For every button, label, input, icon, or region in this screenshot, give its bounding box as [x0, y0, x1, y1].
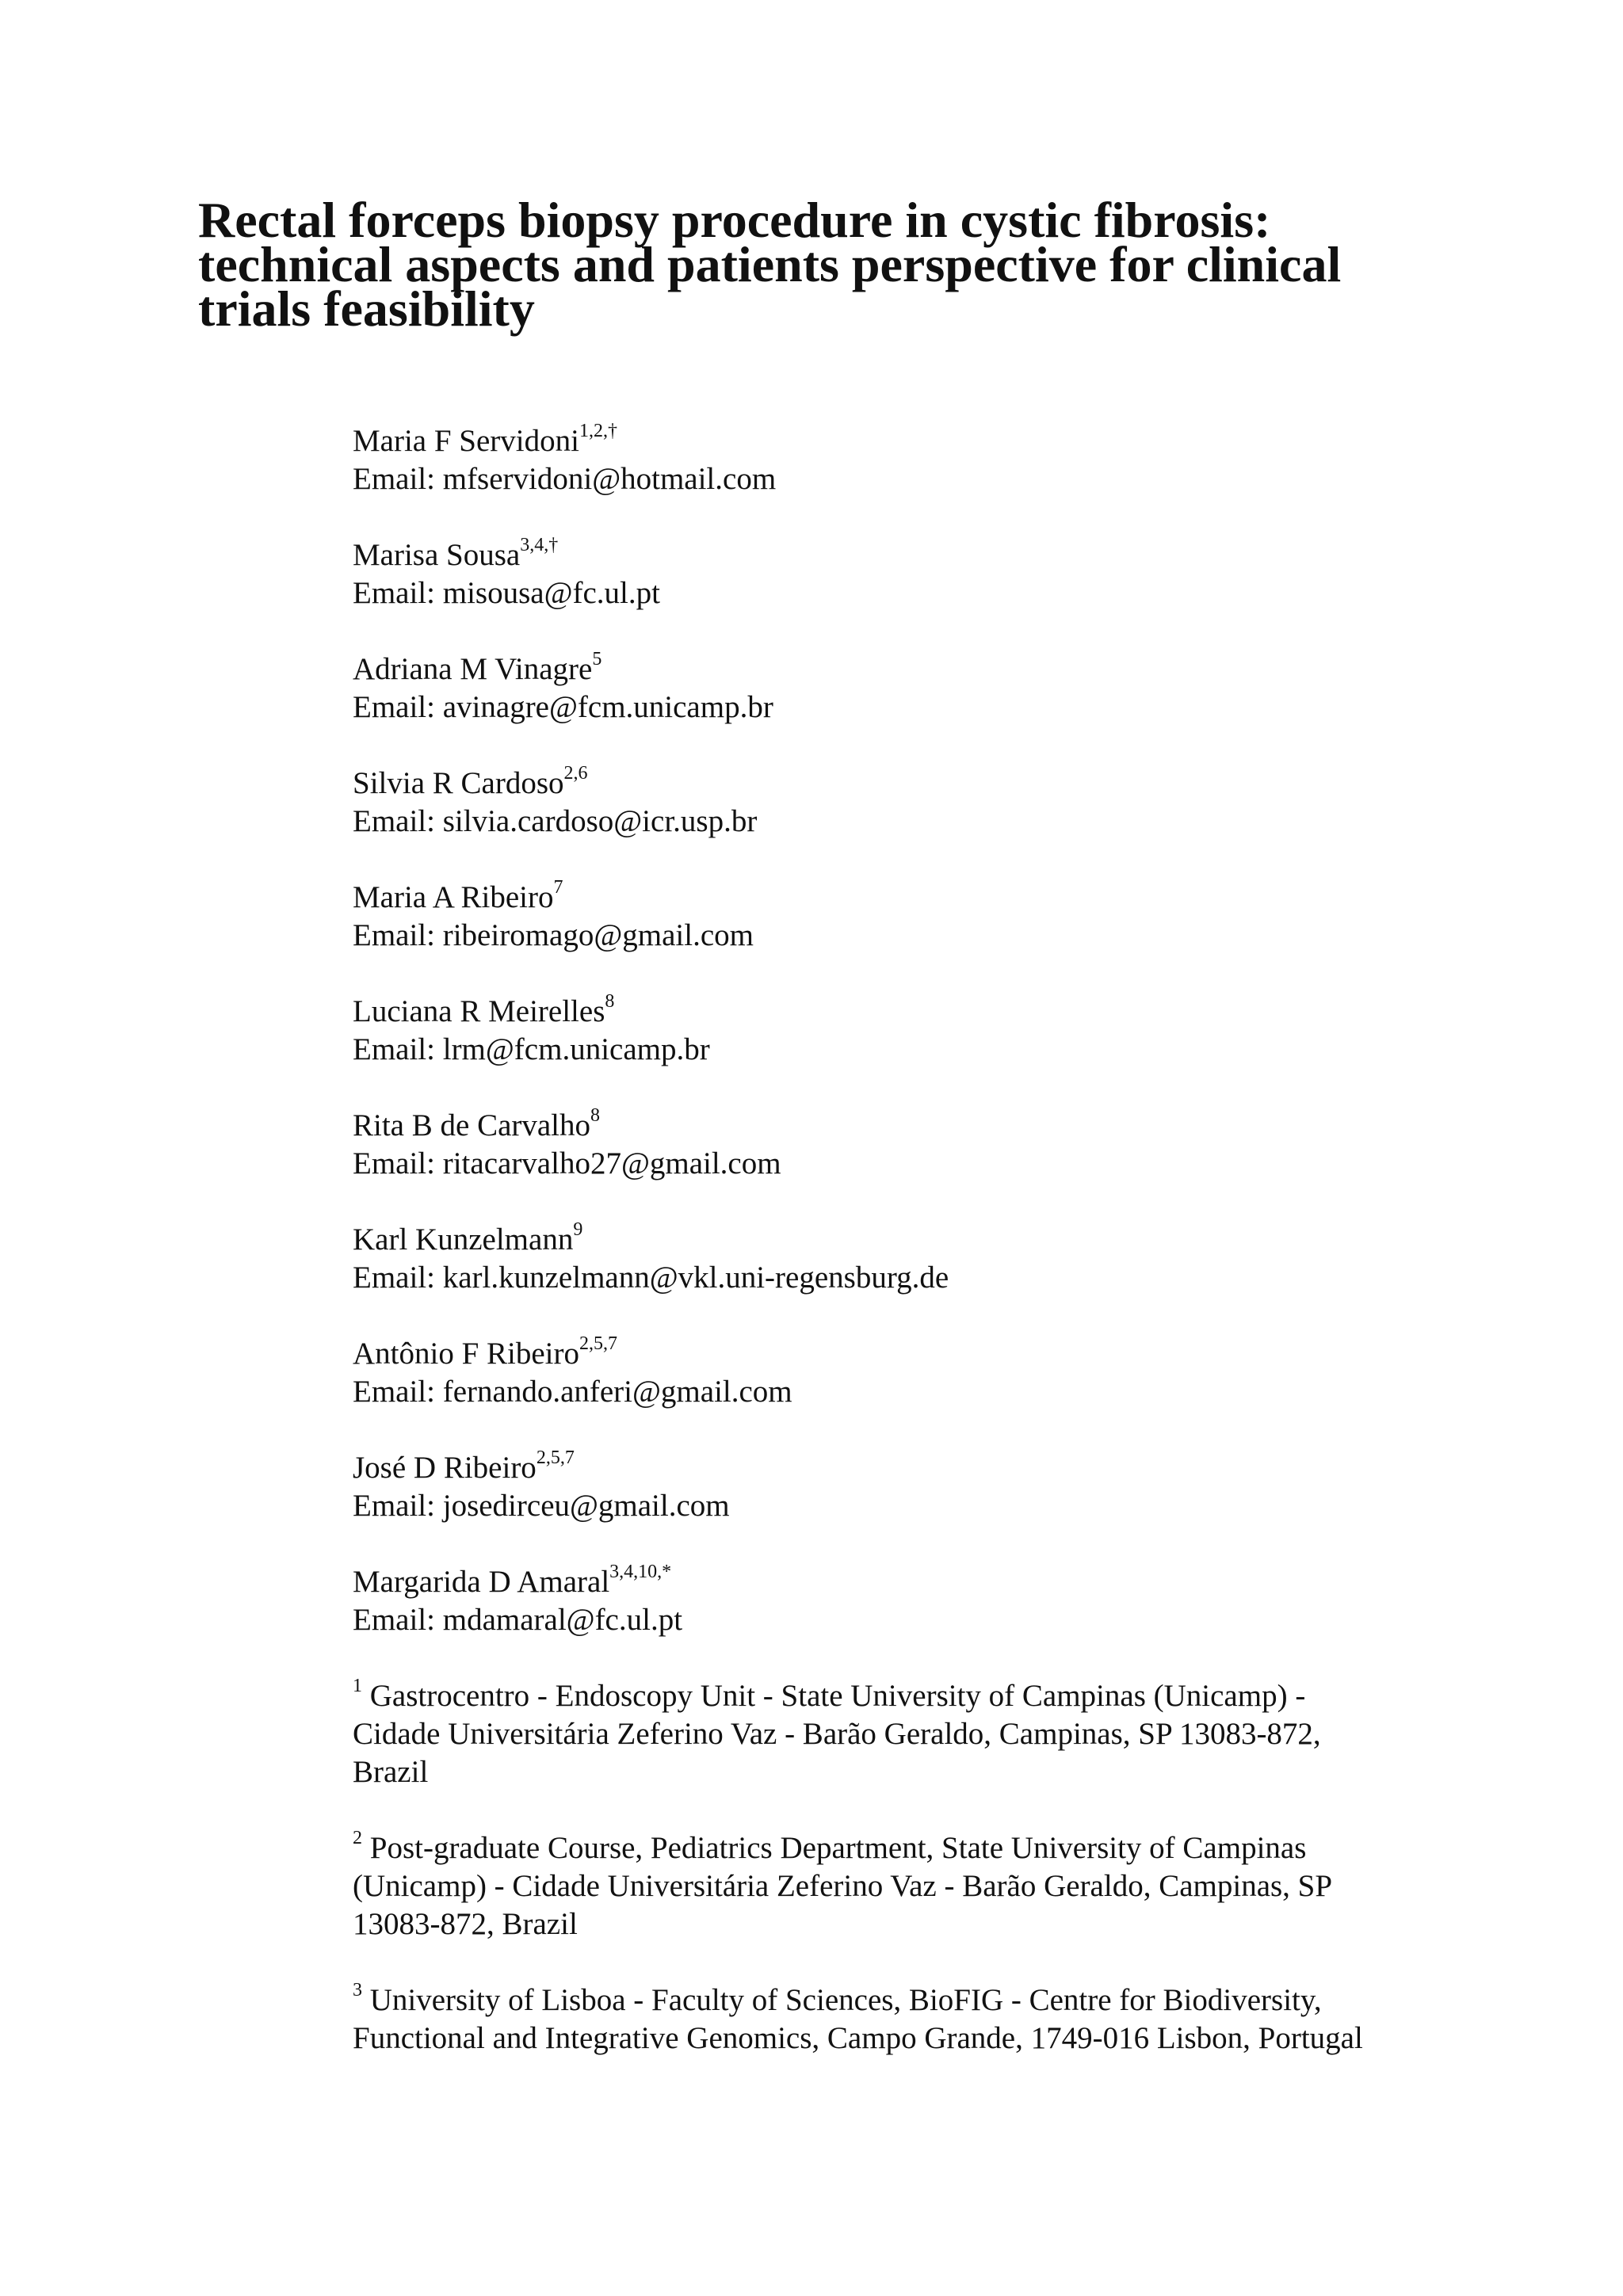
email-label: Email:: [353, 1146, 443, 1180]
affiliation-text: (Unicamp) - Cidade Universitária Zeferino Vaz - Barão Geraldo, Campinas, SP: [353, 1869, 1333, 1903]
author-name: Karl Kunzelmann: [353, 1222, 574, 1257]
affiliation-text: Post-graduate Course, Pediatrics Department, State University of Campinas: [362, 1831, 1307, 1865]
affiliation-text: Gastrocentro - Endoscopy Unit - State University of Campinas (Unicamp) -: [362, 1679, 1306, 1713]
author-entry: [353, 1221, 1541, 1297]
title-line: technical aspects and patients perspective for clinical: [198, 236, 1342, 292]
front-matter: [353, 422, 1541, 2096]
author-affiliation-refs: 5: [592, 649, 602, 669]
email-label: Email:: [353, 576, 443, 610]
author-entry: [353, 1335, 1541, 1411]
affiliation-number: 2: [353, 1828, 362, 1848]
affiliation-entry: [353, 1677, 1541, 1791]
author-email: fernando.anferi@gmail.com: [442, 1375, 792, 1409]
author-entry: [353, 1563, 1541, 1639]
author-entry: [353, 879, 1541, 955]
author-name: Margarida D Amaral: [353, 1565, 610, 1599]
author-name: Maria F Servidoni: [353, 424, 579, 458]
author-name: Adriana M Vinagre: [353, 652, 593, 686]
author-email: karl.kunzelmann@vkl.uni-regensburg.de: [442, 1261, 949, 1295]
author-entry: [353, 1449, 1541, 1525]
author-entry: [353, 765, 1541, 841]
author-email: mdamaral@fc.ul.pt: [442, 1603, 683, 1637]
author-name: Rita B de Carvalho: [353, 1108, 591, 1142]
affiliation-number: 3: [353, 1980, 362, 2000]
affiliation-text: Functional and Integrative Genomics, Campo Grande, 1749-016 Lisbon, Portugal: [353, 2021, 1363, 2055]
paper-title: [198, 192, 1506, 337]
author-affiliation-refs: 2,5,7: [536, 1447, 575, 1468]
email-label: Email:: [353, 1489, 443, 1523]
author-email: silvia.cardoso@icr.usp.br: [442, 804, 758, 838]
author-affiliation-refs: 9: [573, 1219, 583, 1240]
author-email: ribeiromago@gmail.com: [442, 918, 754, 952]
author-name: Marisa Sousa: [353, 538, 521, 572]
email-label: Email:: [353, 804, 443, 838]
affiliation-text: Cidade Universitária Zeferino Vaz - Barão Geraldo, Campinas, SP 13083-872,: [353, 1717, 1321, 1751]
affiliation-entry: [353, 1829, 1541, 1943]
author-entry: [353, 536, 1541, 612]
affiliation-list: [353, 1677, 1541, 2058]
email-label: Email:: [353, 462, 443, 496]
author-name: José D Ribeiro: [353, 1451, 537, 1485]
author-entry: [353, 993, 1541, 1069]
author-email: lrm@fcm.unicamp.br: [442, 1032, 710, 1066]
email-label: Email:: [353, 1261, 443, 1295]
author-email: ritacarvalho27@gmail.com: [442, 1146, 781, 1180]
author-affiliation-refs: 2,6: [563, 763, 588, 784]
author-affiliation-refs: 3,4,†: [520, 535, 559, 555]
author-email: josedirceu@gmail.com: [442, 1489, 730, 1523]
affiliation-text: University of Lisboa - Faculty of Sciences, BioFIG - Centre for Biodiversity,: [362, 1983, 1322, 2017]
author-name: Silvia R Cardoso: [353, 766, 564, 800]
author-affiliation-refs: 1,2,†: [579, 421, 617, 441]
email-label: Email:: [353, 1603, 443, 1637]
author-email: misousa@fc.ul.pt: [442, 576, 660, 610]
author-affiliation-refs: 2,5,7: [579, 1333, 618, 1354]
email-label: Email:: [353, 1032, 443, 1066]
title-line: trials feasibility: [198, 280, 535, 337]
author-entry: [353, 422, 1541, 498]
author-affiliation-refs: 3,4,10,*: [609, 1562, 672, 1582]
author-email: mfservidoni@hotmail.com: [442, 462, 777, 496]
author-email: avinagre@fcm.unicamp.br: [442, 690, 773, 724]
author-affiliation-refs: 8: [605, 991, 615, 1012]
affiliation-text: 13083-872, Brazil: [353, 1907, 578, 1941]
title-line: Rectal forceps biopsy procedure in cystic fibrosis:: [198, 192, 1271, 248]
author-name: Maria A Ribeiro: [353, 880, 554, 914]
affiliation-entry: [353, 1981, 1541, 2058]
email-label: Email:: [353, 690, 443, 724]
email-label: Email:: [353, 918, 443, 952]
affiliation-text: Brazil: [353, 1755, 429, 1789]
author-name: Antônio F Ribeiro: [353, 1337, 580, 1371]
author-affiliation-refs: 7: [553, 877, 563, 898]
email-label: Email:: [353, 1375, 443, 1409]
affiliation-number: 1: [353, 1676, 362, 1696]
author-affiliation-refs: 8: [590, 1105, 601, 1126]
author-entry: [353, 650, 1541, 727]
author-list: [353, 422, 1541, 1639]
author-name: Luciana R Meirelles: [353, 994, 605, 1028]
author-entry: [353, 1107, 1541, 1183]
